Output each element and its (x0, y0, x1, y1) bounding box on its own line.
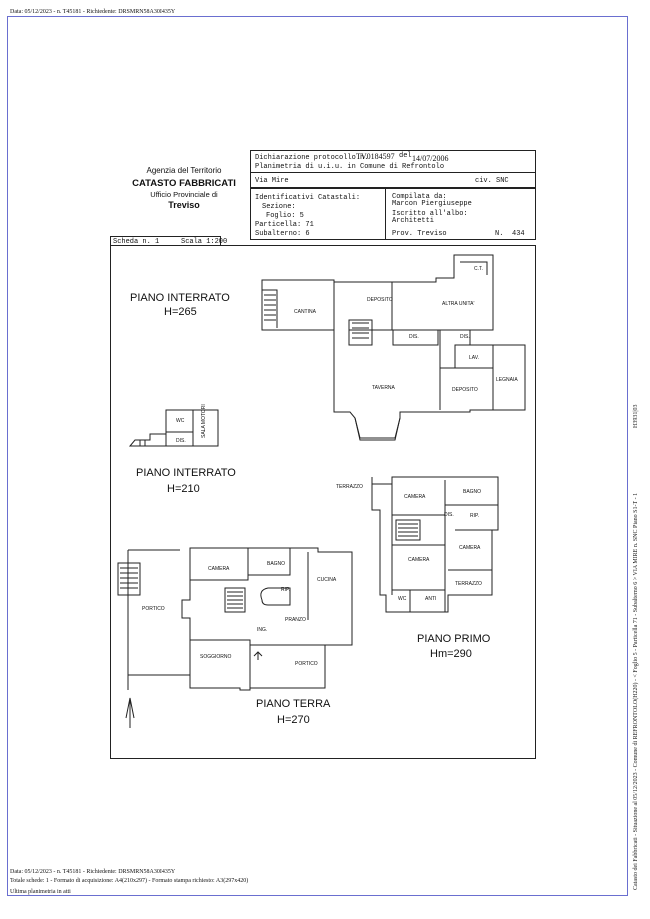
room-wc-1: WC (176, 418, 185, 424)
ident-title: Identificativi Catastali: (255, 194, 361, 202)
room-portico-2: PORTICO (295, 661, 318, 667)
room-terrazzo-2: TERRAZZO (455, 581, 482, 587)
agency-name: Agenzia del Territorio (146, 166, 222, 175)
room-cantina: CANTINA (294, 309, 316, 315)
floor-height-terra: H=270 (277, 714, 310, 726)
room-dis-1: DIS. (409, 334, 419, 340)
room-camera-p1c: CAMERA (408, 557, 430, 563)
room-lav: LAV. (469, 355, 480, 361)
floor-height-interrato-1: H=265 (164, 306, 197, 318)
protocol-number: TV0184597 (356, 152, 395, 161)
room-ing: ING. (257, 627, 268, 633)
compiler-name: Marcon Piergiuseppe (392, 200, 472, 208)
scheda-label: Scheda n. 1 (113, 238, 160, 246)
room-cucina: CUCINA (317, 577, 337, 583)
albo-value: Architetti (392, 217, 435, 225)
room-portico-1: PORTICO (142, 606, 165, 612)
room-soggiorno: SOGGIORNO (200, 654, 232, 660)
agency-title: CATASTO FABBRICATI (132, 178, 236, 189)
agency-office: Ufficio Provinciale di (150, 190, 218, 199)
room-altra-unita: ALTRA UNITA' (442, 301, 475, 307)
footer-line-3: Ultima planimetria in atti (10, 889, 71, 895)
floor-height-interrato-2: H=210 (167, 483, 200, 495)
room-camera-t: CAMERA (208, 566, 230, 572)
floor-label-interrato-2: PIANO INTERRATO (136, 467, 236, 479)
scala-label: Scala 1:200 (181, 238, 228, 246)
room-dis-p1: DIS. (444, 512, 454, 518)
room-taverna: TAVERNA (372, 385, 395, 391)
top-info-line: Data: 05/12/2023 - n. T45181 - Richiedente: DRSMRN58A30I435Y (10, 9, 176, 15)
protocol-date: 14/07/2006 (412, 154, 449, 163)
room-camera-p1b: CAMERA (459, 545, 481, 551)
planimetria-text: Planimetria di u.i.u. in Comune di Refrontolo (255, 163, 445, 171)
room-deposito-1: DEPOSITO (367, 297, 393, 303)
num-value: 434 (512, 230, 525, 238)
room-anti: ANTI (425, 596, 437, 602)
room-deposito-2: DEPOSITO (452, 387, 478, 393)
room-pranzo: PRANZO (285, 617, 306, 623)
floor-height-primo: Hm=290 (430, 648, 472, 660)
particella: Particella: 71 (255, 221, 314, 229)
agency-city: Treviso (168, 200, 200, 210)
sezione: Sezione: (262, 203, 296, 211)
room-dis-2: DIS. (460, 334, 470, 340)
compilata-label: Compilata da: (392, 193, 447, 201)
room-ct: C.T. (474, 266, 483, 272)
decl-label: Dichiarazione protocollo n. (255, 154, 369, 162)
side-note: Catasto dei Fabbricati - Situazione al 05/12/2023 - Comune di REFRONTOLO(H220) - < Foglio 5 - Particella 71 - Subalterno 6 > VIA MIRE n. SNC Piano S1-T - 1 (633, 492, 639, 890)
del-label: del (399, 152, 412, 160)
num-label: N. (495, 230, 504, 238)
room-dis-3: DIS. (176, 438, 186, 444)
room-wc-2: WC (398, 596, 407, 602)
room-bagno-p1: BAGNO (463, 489, 482, 495)
footer-line-2: Totale schede: 1 - Formato di acquisizione: A4(210x297) - Formato stampa richiesto: A3(297x420) (10, 878, 249, 884)
room-camera-p1a: CAMERA (404, 494, 426, 500)
civ-text: civ. SNC (475, 177, 509, 185)
room-terrazzo-1: TERRAZZO (336, 484, 363, 490)
iscritto-label: Iscritto all'albo: (392, 210, 468, 218)
subalterno: Subalterno: 6 (255, 230, 310, 238)
prov-text: Prov. Treviso (392, 230, 447, 238)
room-bagno-t: BAGNO (267, 561, 286, 567)
side-code: H3931|03 (633, 404, 639, 428)
room-sala-motori: SALA MOTORI (201, 404, 207, 438)
footer-line-1: Data: 05/12/2023 - n. T45181 - Richiedente: DRSMRN58A30I435Y (10, 869, 176, 875)
room-rip-p1: RIP. (470, 513, 480, 519)
floor-label-primo: PIANO PRIMO (417, 633, 491, 645)
via-text: Via Mire (255, 177, 289, 185)
foglio: Foglio: 5 (266, 212, 304, 220)
floor-label-terra: PIANO TERRA (256, 698, 331, 710)
room-legnaia: LEGNAIA (496, 377, 518, 383)
floor-label-interrato-1: PIANO INTERRATO (130, 292, 230, 304)
room-rip-t: RIP. (281, 587, 291, 593)
